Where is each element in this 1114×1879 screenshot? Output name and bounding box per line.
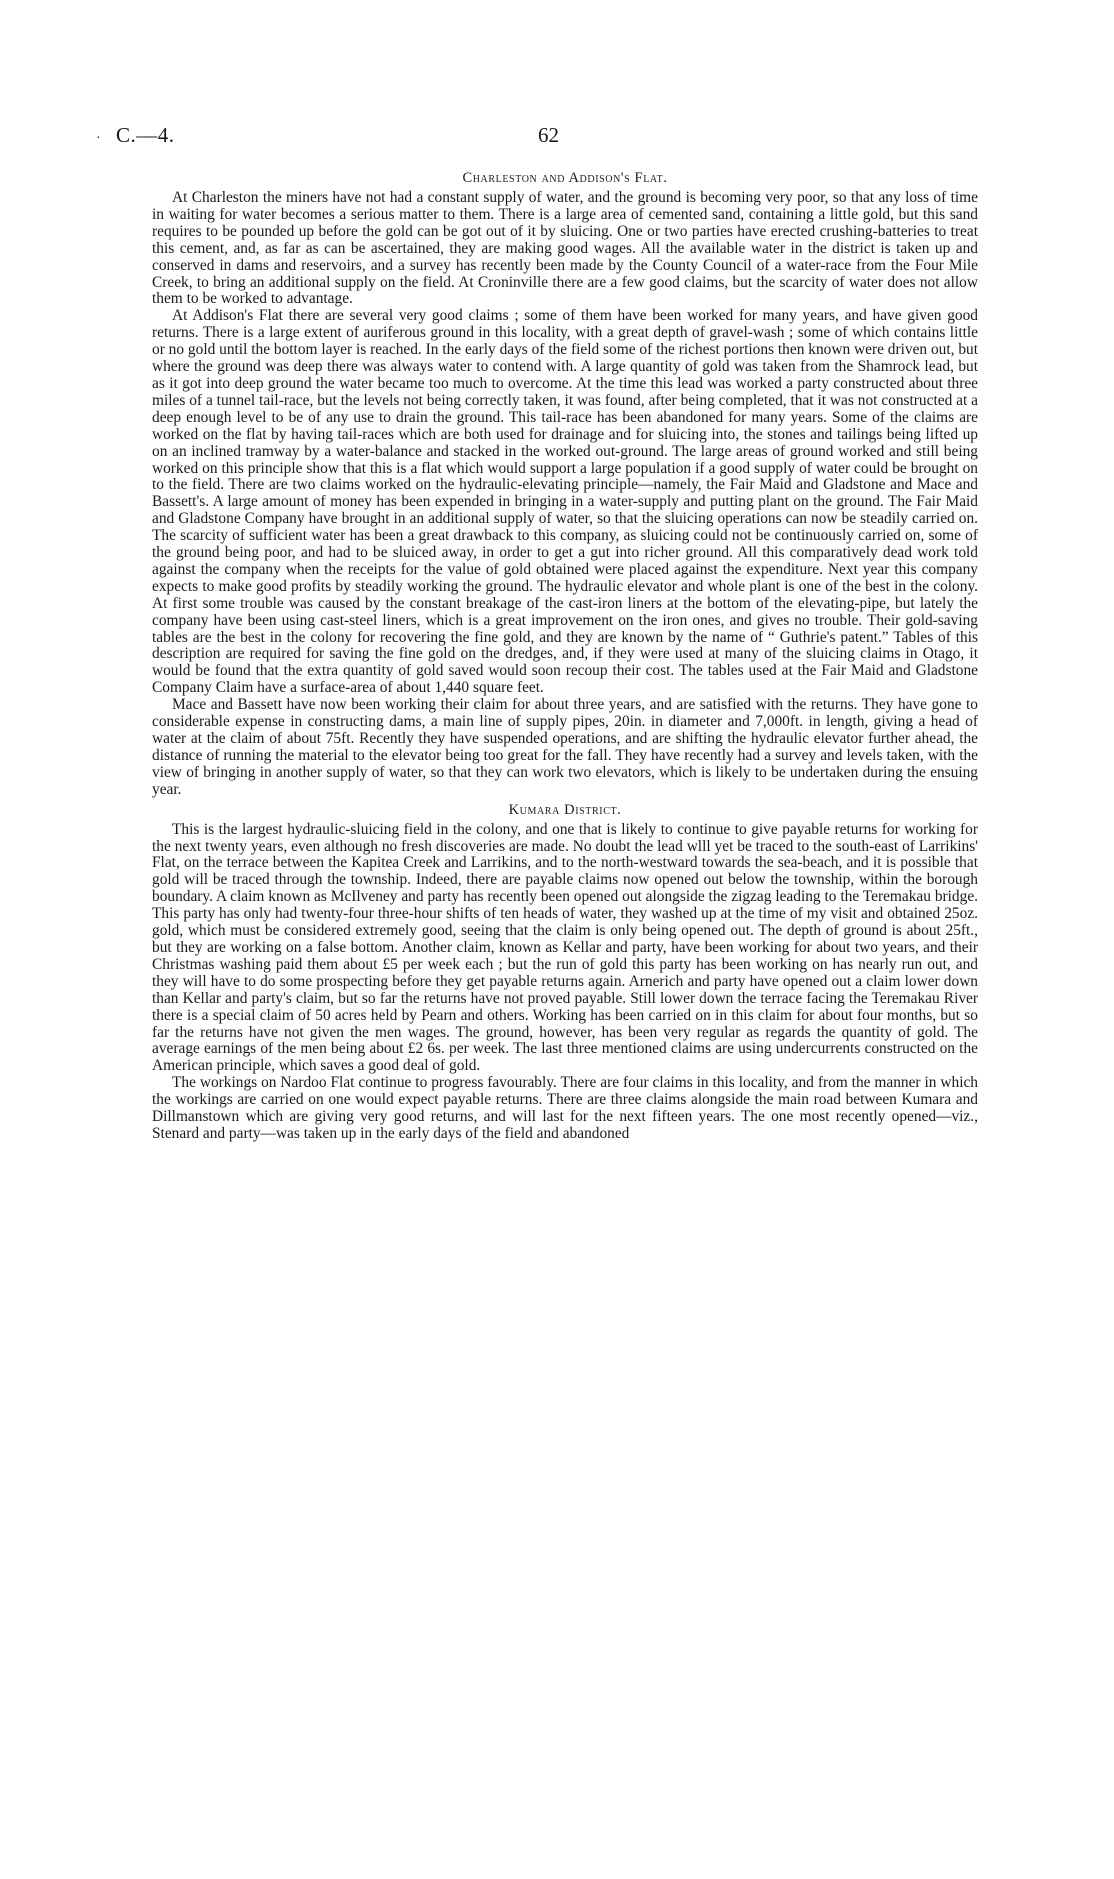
page-body [152, 170, 978, 1143]
paragraph: This is the largest hydraulic-sluicing field in the colony, and one that is likely to continue to give payable returns for working for the next twenty years, even although no fresh discoveries are made. No doubt the lead wlll yet be traced to the south-east of Larrikins' Flat, on the terrace between the Kapitea Creek and Larrikins, and to the north-westward towards the sea-beach, and it is possible that gold will be traced through the township. Indeed, there are payable claims now opened out below the township, within the borough boundary. A claim known as McIlveney and party has recently been opened out alongside the zigzag leading to the Teremakau bridge. This party has only had twenty-four three-hour shifts of ten heads of water, they washed up at the time of my visit and obtained 25oz. gold, which must be considered extremely good, seeing that the claim is only being opened out. The depth of ground is about 25ft., but they are working on a false bottom. Another claim, known as Kellar and party, have been working for about two years, and their Christmas washing paid them about £5 per week each ; but the run of gold this party has been working on has nearly run out, and they will have to do some prospecting before they get payable returns again. Arnerich and party have opened out a claim lower down than Kellar and party's claim, but so far the returns have not proved payable. Still lower down the terrace facing the Teremakau River there is a special claim of 50 acres held by Pearn and others. Working has been carried on in this claim for about four months, but so far the returns have not given the men wages. The ground, however, has been very regular as regards the quantity of gold. The average earnings of the men being about £2 6s. per week. The last three mentioned claims are using undercurrents constructed on the American principle, which saves a good deal of gold. [152, 820, 978, 1075]
paragraph: The workings on Nardoo Flat continue to progress favourably. There are four claims in this locality, and from the manner in which the workings are carried on one would expect payable returns. There are three claims alongside the main road between Kumara and Dillmanstown which are giving very good returns, and will last for the next fifteen years. The one most recently opened—viz., Stenard and party—was taken up in the early days of the field and abandoned [152, 1074, 978, 1142]
paragraph: At Charleston the miners have not had a constant supply of water, and the ground is becoming very poor, so that any loss of time in waiting for water becomes a serious matter to them. There is a large area of cemented sand, containing a little gold, but this sand requires to be pounded up before the gold can be got out of it by sluicing. One or two parties have erected crushing-batteries to treat this cement, and, as far as can be ascertained, they are making good wages. All the available water in the district is taken up and conserved in dams and reservoirs, and a survey has recently been made by the County Council of a water-race from the Four Mile Creek, to bring an additional supply on the field. At Croninville there are a few good claims, but the scarcity of water does not allow them to be worked to advantage. [152, 189, 978, 308]
page-number: 62 [538, 123, 559, 147]
paragraph: Mace and Bassett have now been working their claim for about three years, and are satisfied with the returns. They have gone to considerable expense in constructing dams, a main line of supply pipes, 20in. in diameter and 7,000ft. in length, giving a head of water at the claim of about 75ft. Recently they have suspended operations, and are shifting the hydraulic elevator further ahead, the distance of running the material to the elevator being too great for the fall. They have recently had a survey and levels taken, with the view of bringing in another supply of water, so that they can work two elevators, which is likely to be undertaken during the ensuing year. [152, 696, 978, 798]
paragraph: At Addison's Flat there are several very good claims ; some of them have been worked for many years, and have given good returns. There is a large extent of auriferous ground in this locality, with a great depth of gravel-wash ; some of which contains little or no gold until the bottom layer is reached. In the early days of the field some of the richest portions then known were driven out, but where the ground was deep there was always water to contend with. A large quantity of gold was taken from the Shamrock lead, but as it got into deep ground the water became too much to overcome. At the time this lead was worked a party constructed about three miles of a tunnel tail-race, but the levels not being correctly taken, it was found, after being completed, that it was not constructed at a deep enough level to be of any use to drain the ground. This tail-race has been abandoned for many years. Some of the claims are worked on the flat by having tail-races which are both used for drainage and for sluicing into, the stones and tailings being lifted up on an inclined tramway by a water-balance and stacked in the worked out-ground. The large areas of ground worked and still being worked on this principle show that this is a flat which would support a large population if a good supply of water could be brought on to the field. There are two claims worked on the hydraulic-elevating principle—namely, the Fair Maid and Gladstone and Mace and Bassett's. A large amount of money has been expended in bringing in a water-supply and putting plant on the ground. The Fair Maid and Gladstone Company have brought in an additional supply of water, so that the sluicing operations can now be steadily carried on. The scarcity of sufficient water has been a great drawback to this company, as sluicing could not be continuously carried on, some of the ground being poor, and had to be sluiced away, in order to get a gut into richer ground. All this comparatively dead work told against the company when the receipts for the value of gold obtained were placed against the expenditure. Next year this company expects to make good profits by steadily working the ground. The hydraulic elevator and whole plant is one of the best in the colony. At first some trouble was caused by the constant breakage of the cast-iron liners at the bottom of the elevating-pipe, but lately the company have been using cast-steel liners, which is a great improvement on the iron ones, and gives no trouble. Their gold-saving tables are the best in the colony for recovering the fine gold, and they are known by the name of “ Guthrie's patent.” Tables of this description are required for saving the fine gold on the dredges, and, if they were used at many of the sluicing claims in Otago, it would be found that the extra quantity of gold saved would soon recoup their cost. The tables used at the Fair Maid and Gladstone Company Claim have a surface-area of about 1,440 square feet. [152, 307, 978, 697]
page-header [0, 123, 1114, 153]
section-heading: Kumara District. [508, 801, 622, 818]
section-charleston [152, 170, 978, 799]
document-reference: C.—4. [116, 123, 175, 147]
section-heading: Charleston and Addison's Flat. [462, 170, 668, 186]
header-bullet: · [96, 131, 101, 146]
section-kumara [152, 802, 978, 1143]
